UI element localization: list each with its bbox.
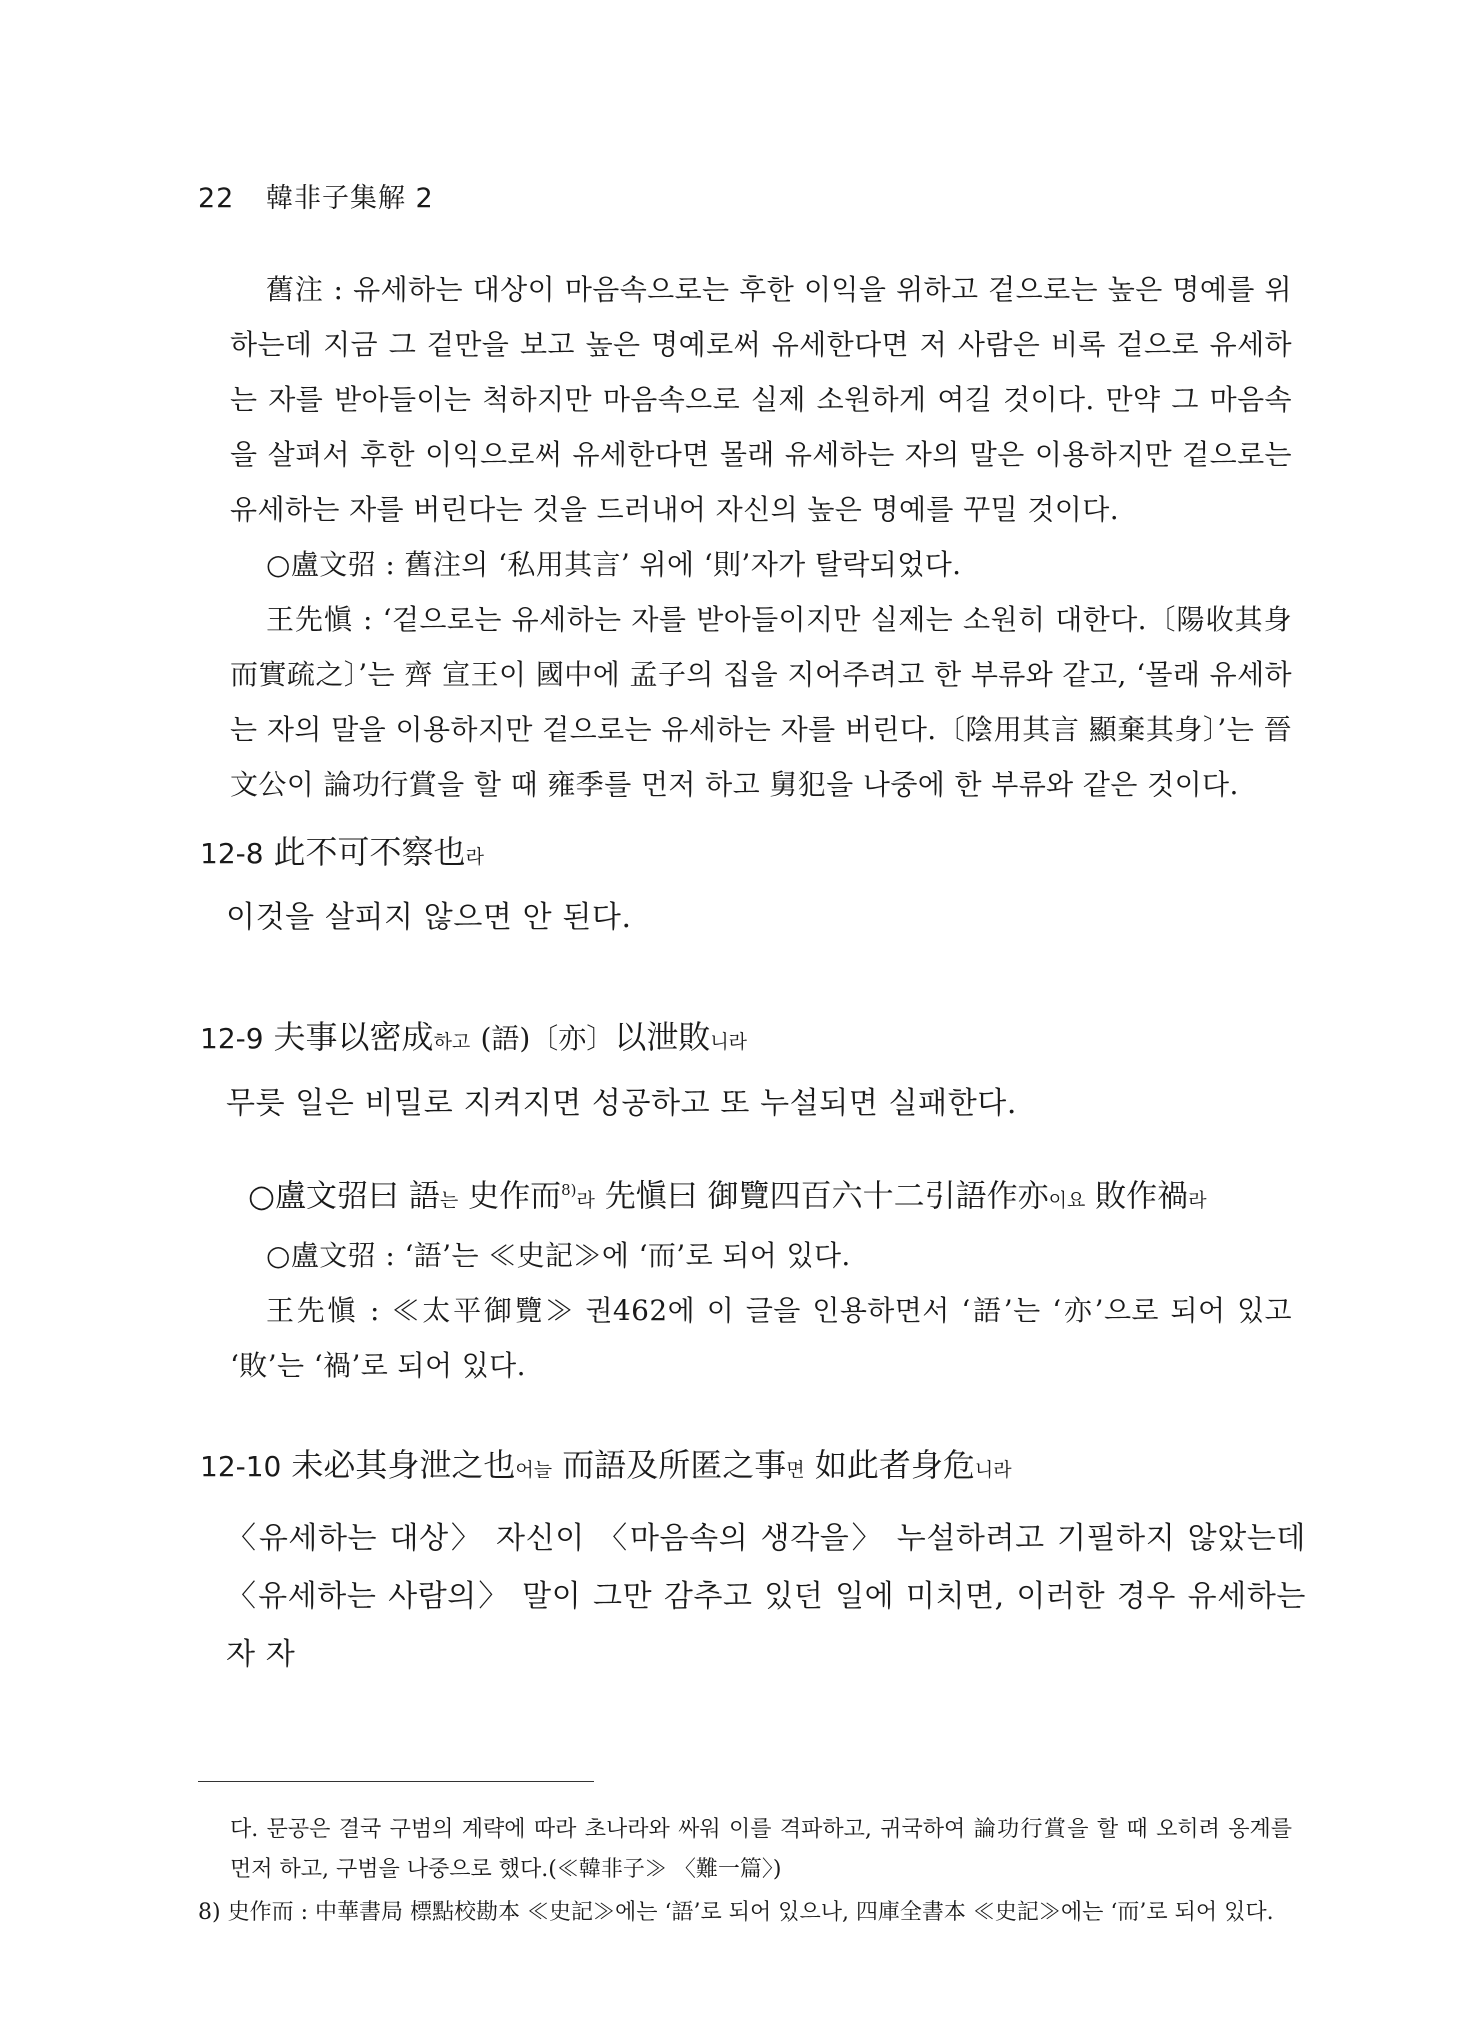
korean-particle: 라 (576, 1189, 595, 1212)
footnote-8: 8) 史作而 : 中華書局 標點校勘本 ≪史記≫에는 ‘語’로 되어 있으나, 四庫全書本 ≪史記≫에는 ‘而’로 되어 있다. (198, 1900, 1274, 1925)
note-text: ○盧文弨曰 語 (248, 1178, 440, 1215)
original-text: 而語及所匿之事 (562, 1446, 787, 1484)
section-number: 12-8 (200, 837, 264, 870)
annotation-original-12-9 (248, 1168, 1318, 1222)
commentary-paragraph: 王先愼 : ‘겉으로는 유세하는 자를 받아들이지만 실제는 소원히 대한다.〔陽收其身 而實疏之〕’는 齊 宣王이 國中에 孟子의 집을 지어주려고 한 부류와 같고, ‘몰래 유세하는 자의 말을 이용하지만 겉으로는 유세하는 자를 버린다.〔陰用其言 顯棄其身〕’는 晉 文公이 論功行賞을 할 때 雍季를 먼저 하고 舅犯을 나중에 한 부류와 같은 것이다. (230, 603, 1292, 801)
commentary-paragraph: ○盧文弨 : ‘語’는 ≪史記≫에 ‘而’로 되어 있다. (266, 1239, 851, 1272)
footnote-continuation: 다. 문공은 결국 구범의 계략에 따라 초나라와 싸워 이를 격파하고, 귀국하여 論功行賞을 할 때 오히려 옹계를 먼저 하고, 구범을 나중으로 했다.(≪韓非子≫ 〈難一篇〉) (230, 1817, 1292, 1882)
original-text: 夫事以密成 (273, 1018, 434, 1056)
commentary-paragraph: ○盧文弨 : 舊注의 ‘私用其言’ 위에 ‘則’자가 탈락되었다. (266, 548, 962, 581)
page-number: 22 (198, 183, 235, 214)
korean-ending: 니라 (710, 1031, 748, 1053)
commentary-block-12-9 (230, 1228, 1292, 1393)
korean-ending: 하고 (433, 1031, 471, 1053)
original-text: 如此者身危 (814, 1446, 975, 1484)
textual-variant: (語)〔亦〕 (480, 1022, 615, 1055)
running-header (198, 176, 434, 215)
section-number: 12-9 (200, 1022, 264, 1055)
commentary-block-1 (230, 262, 1292, 812)
korean-particle: 라 (1188, 1189, 1207, 1212)
book-title: 韓非子集解 2 (265, 183, 434, 214)
korean-particle: 이요 (1048, 1189, 1086, 1212)
note-text: 史作而 (468, 1178, 562, 1215)
translation-12-9: 무릇 일은 비밀로 지켜지면 성공하고 또 누설되면 실패한다. (226, 1086, 1018, 1121)
korean-particle: 는 (439, 1189, 459, 1212)
original-text: 以泄敗 (614, 1018, 711, 1056)
section-heading-12-10 (200, 1443, 1300, 1492)
footnote-divider (198, 1781, 594, 1782)
original-text: 未必其身泄之也 (291, 1446, 516, 1484)
korean-ending: 니라 (974, 1459, 1012, 1481)
footnote-reference[interactable]: 8) (561, 1181, 577, 1199)
commentary-paragraph: 王先愼 : ≪太平御覽≫ 권462에 이 글을 인용하면서 ‘語’는 ‘亦’으로 되어 있고 ‘敗’는 ‘禍’로 되어 있다. (230, 1294, 1292, 1382)
section-heading-12-8 (200, 830, 1300, 879)
commentary-paragraph: 舊注 : 유세하는 대상이 마음속으로는 후한 이익을 위하고 겉으로는 높은 명예를 위하는데 지금 그 겉만을 보고 높은 명예로써 유세한다면 저 사람은 비록 겉으로 유세하는 자를 받아들이는 척하지만 마음속으로 실제 소원하게 여길 것이다. 만약 그 마음속을 살펴서 후한 이익으로써 유세한다면 몰래 유세하는 자의 말은 이용하지만 겉으로는 유세하는 자를 버린다는 것을 드러내어 자신의 높은 명예를 꾸밀 것이다. (230, 273, 1292, 526)
translation-12-10: 〈유세하는 대상〉 자신이 〈마음속의 생각을〉 누설하려고 기필하지 않았는데 〈유세하는 사람의〉 말이 그만 감추고 있던 일에 미치면, 이러한 경우 유세하는 자 자 (226, 1521, 1306, 1672)
section-heading-12-9 (200, 1015, 1300, 1064)
korean-ending: 라 (465, 846, 484, 868)
translation-12-8: 이것을 살피지 않으면 안 된다. (226, 900, 632, 935)
section-number: 12-10 (200, 1450, 282, 1483)
original-text: 此不可不察也 (273, 833, 466, 871)
korean-ending: 면 (786, 1459, 805, 1481)
note-text: 敗作禍 (1095, 1178, 1189, 1215)
note-text: 先愼曰 御覽四百六十二引語作亦 (604, 1178, 1049, 1215)
korean-ending: 어늘 (515, 1459, 553, 1481)
